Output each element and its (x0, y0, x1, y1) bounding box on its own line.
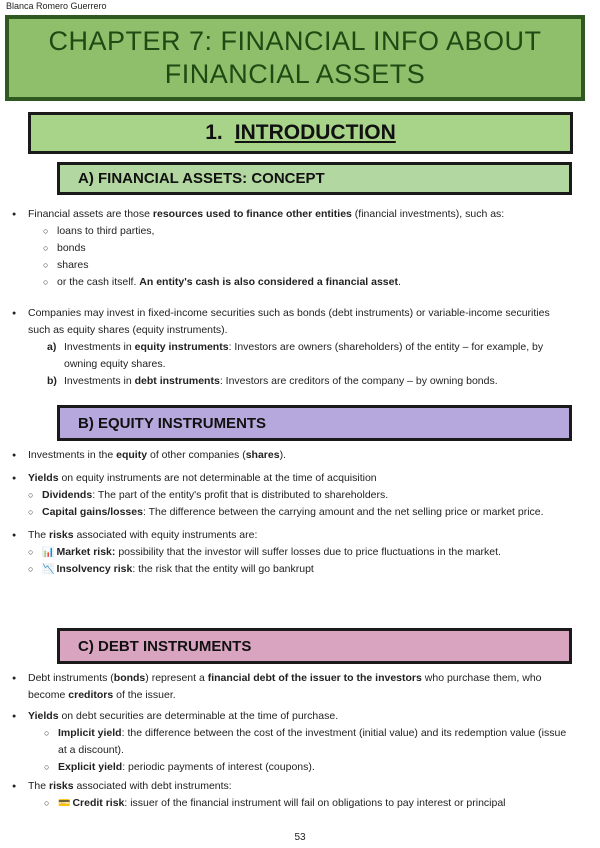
bullet-icon: ● (12, 783, 17, 790)
subsection-b-body (12, 447, 573, 578)
bar-chart-icon: 📊 (42, 547, 55, 558)
list-item: ○ 📊 Market risk: possibility that the investor will suffer losses due to price fluctuations in the market. (42, 544, 552, 561)
chapter-title: CHAPTER 7: FINANCIAL INFO ABOUT FINANCIAL ASSETS (48, 26, 542, 89)
circle-bullet-icon: ○ (43, 260, 49, 270)
circle-bullet-icon: ○ (28, 507, 34, 517)
list-item: ○ Capital gains/losses: The difference between the carrying amount and the net selling price or market price. (42, 504, 573, 521)
bullet-icon: ● (12, 211, 17, 218)
list-item: ○ loans to third parties, (57, 223, 568, 240)
list-item: ○ shares (57, 257, 568, 274)
bullet-icon: ● (12, 675, 17, 682)
list-item: ○ bonds (57, 240, 568, 257)
list-item: ● Investments in the equity of other companies (shares). (28, 447, 573, 464)
list-item: ● Yields on debt securities are determinable at the time of purchase. (28, 708, 573, 725)
list-item: ● The risks associated with equity instruments are: (28, 527, 573, 544)
list-item: ○ Implicit yield: the difference between the cost of the investment (initial value) and its redemption value (issue at a discount). (44, 727, 567, 756)
section-header (28, 112, 573, 154)
subsection-a-body-2 (12, 305, 558, 390)
list-item: ○ or the cash itself. An entity's cash is also considered a financial asset. (57, 274, 568, 291)
circle-bullet-icon: ○ (28, 564, 34, 574)
list-item: b) Investments in debt instruments: Investors are creditors of the company – by owning bonds. (47, 375, 498, 387)
circle-bullet-icon: ○ (44, 728, 50, 738)
list-item: ● Debt instruments (bonds) represent a financial debt of the issuer to the investors who purchase them, who become creditors of the issuer. (12, 672, 542, 701)
circle-bullet-icon: ○ (28, 490, 34, 500)
bullet-icon: ● (12, 475, 17, 482)
list-item: ○ Dividends: The part of the entity's profit that is distributed to shareholders. (42, 487, 573, 504)
list-item: a) Investments in equity instruments: Investors are owners (shareholders) of the entity – for example, by owning equity shares. (47, 341, 544, 370)
subsection-a-body (12, 206, 568, 291)
subsection-a-header (57, 162, 572, 195)
list-item: ● The risks associated with debt instruments: (28, 778, 573, 795)
circle-bullet-icon: ○ (28, 547, 34, 557)
list-item: ● Companies may invest in fixed-income securities such as bonds (debt instruments) or variable-income securities such as equity shares (equity instruments). (12, 307, 550, 336)
subsection-b-header (57, 405, 572, 441)
list-item: ○ 💳 Credit risk: issuer of the financial instrument will fail on obligations to pay interest or principal (58, 795, 573, 812)
list-item: ● Financial assets are those resources used to finance other entities (financial investments), such as: (28, 206, 568, 223)
subsection-c-title: C) DEBT INSTRUMENTS (78, 637, 252, 655)
circle-bullet-icon: ○ (44, 798, 50, 808)
subsection-a-title: A) FINANCIAL ASSETS: CONCEPT (78, 170, 325, 187)
chapter-header (5, 15, 585, 101)
list-item: ● Yields on equity instruments are not determinable at the time of acquisition (28, 470, 573, 487)
subsection-c-header (57, 628, 572, 664)
bullet-icon: ● (12, 713, 17, 720)
author-name: Blanca Romero Guerrero (6, 1, 107, 11)
subsection-b-title: B) EQUITY INSTRUMENTS (78, 414, 267, 432)
chart-decreasing-icon: 📉 (42, 564, 55, 575)
list-item: ○ 📉 Insolvency risk: the risk that the entity will go bankrupt (42, 561, 552, 578)
bullet-icon: ● (12, 310, 17, 317)
page-number: 53 (294, 832, 306, 843)
list-item: ○ Explicit yield: periodic payments of interest (coupons). (58, 759, 568, 776)
circle-bullet-icon: ○ (43, 243, 49, 253)
bullet-icon: ● (12, 452, 17, 459)
circle-bullet-icon: ○ (44, 762, 50, 772)
subsection-c-body (12, 670, 573, 812)
bullet-icon: ● (12, 532, 17, 539)
credit-card-icon: 💳 (58, 798, 71, 809)
section-number: 1. (205, 121, 223, 144)
circle-bullet-icon: ○ (43, 226, 49, 236)
section-title: INTRODUCTION (234, 121, 396, 144)
circle-bullet-icon: ○ (43, 277, 49, 287)
